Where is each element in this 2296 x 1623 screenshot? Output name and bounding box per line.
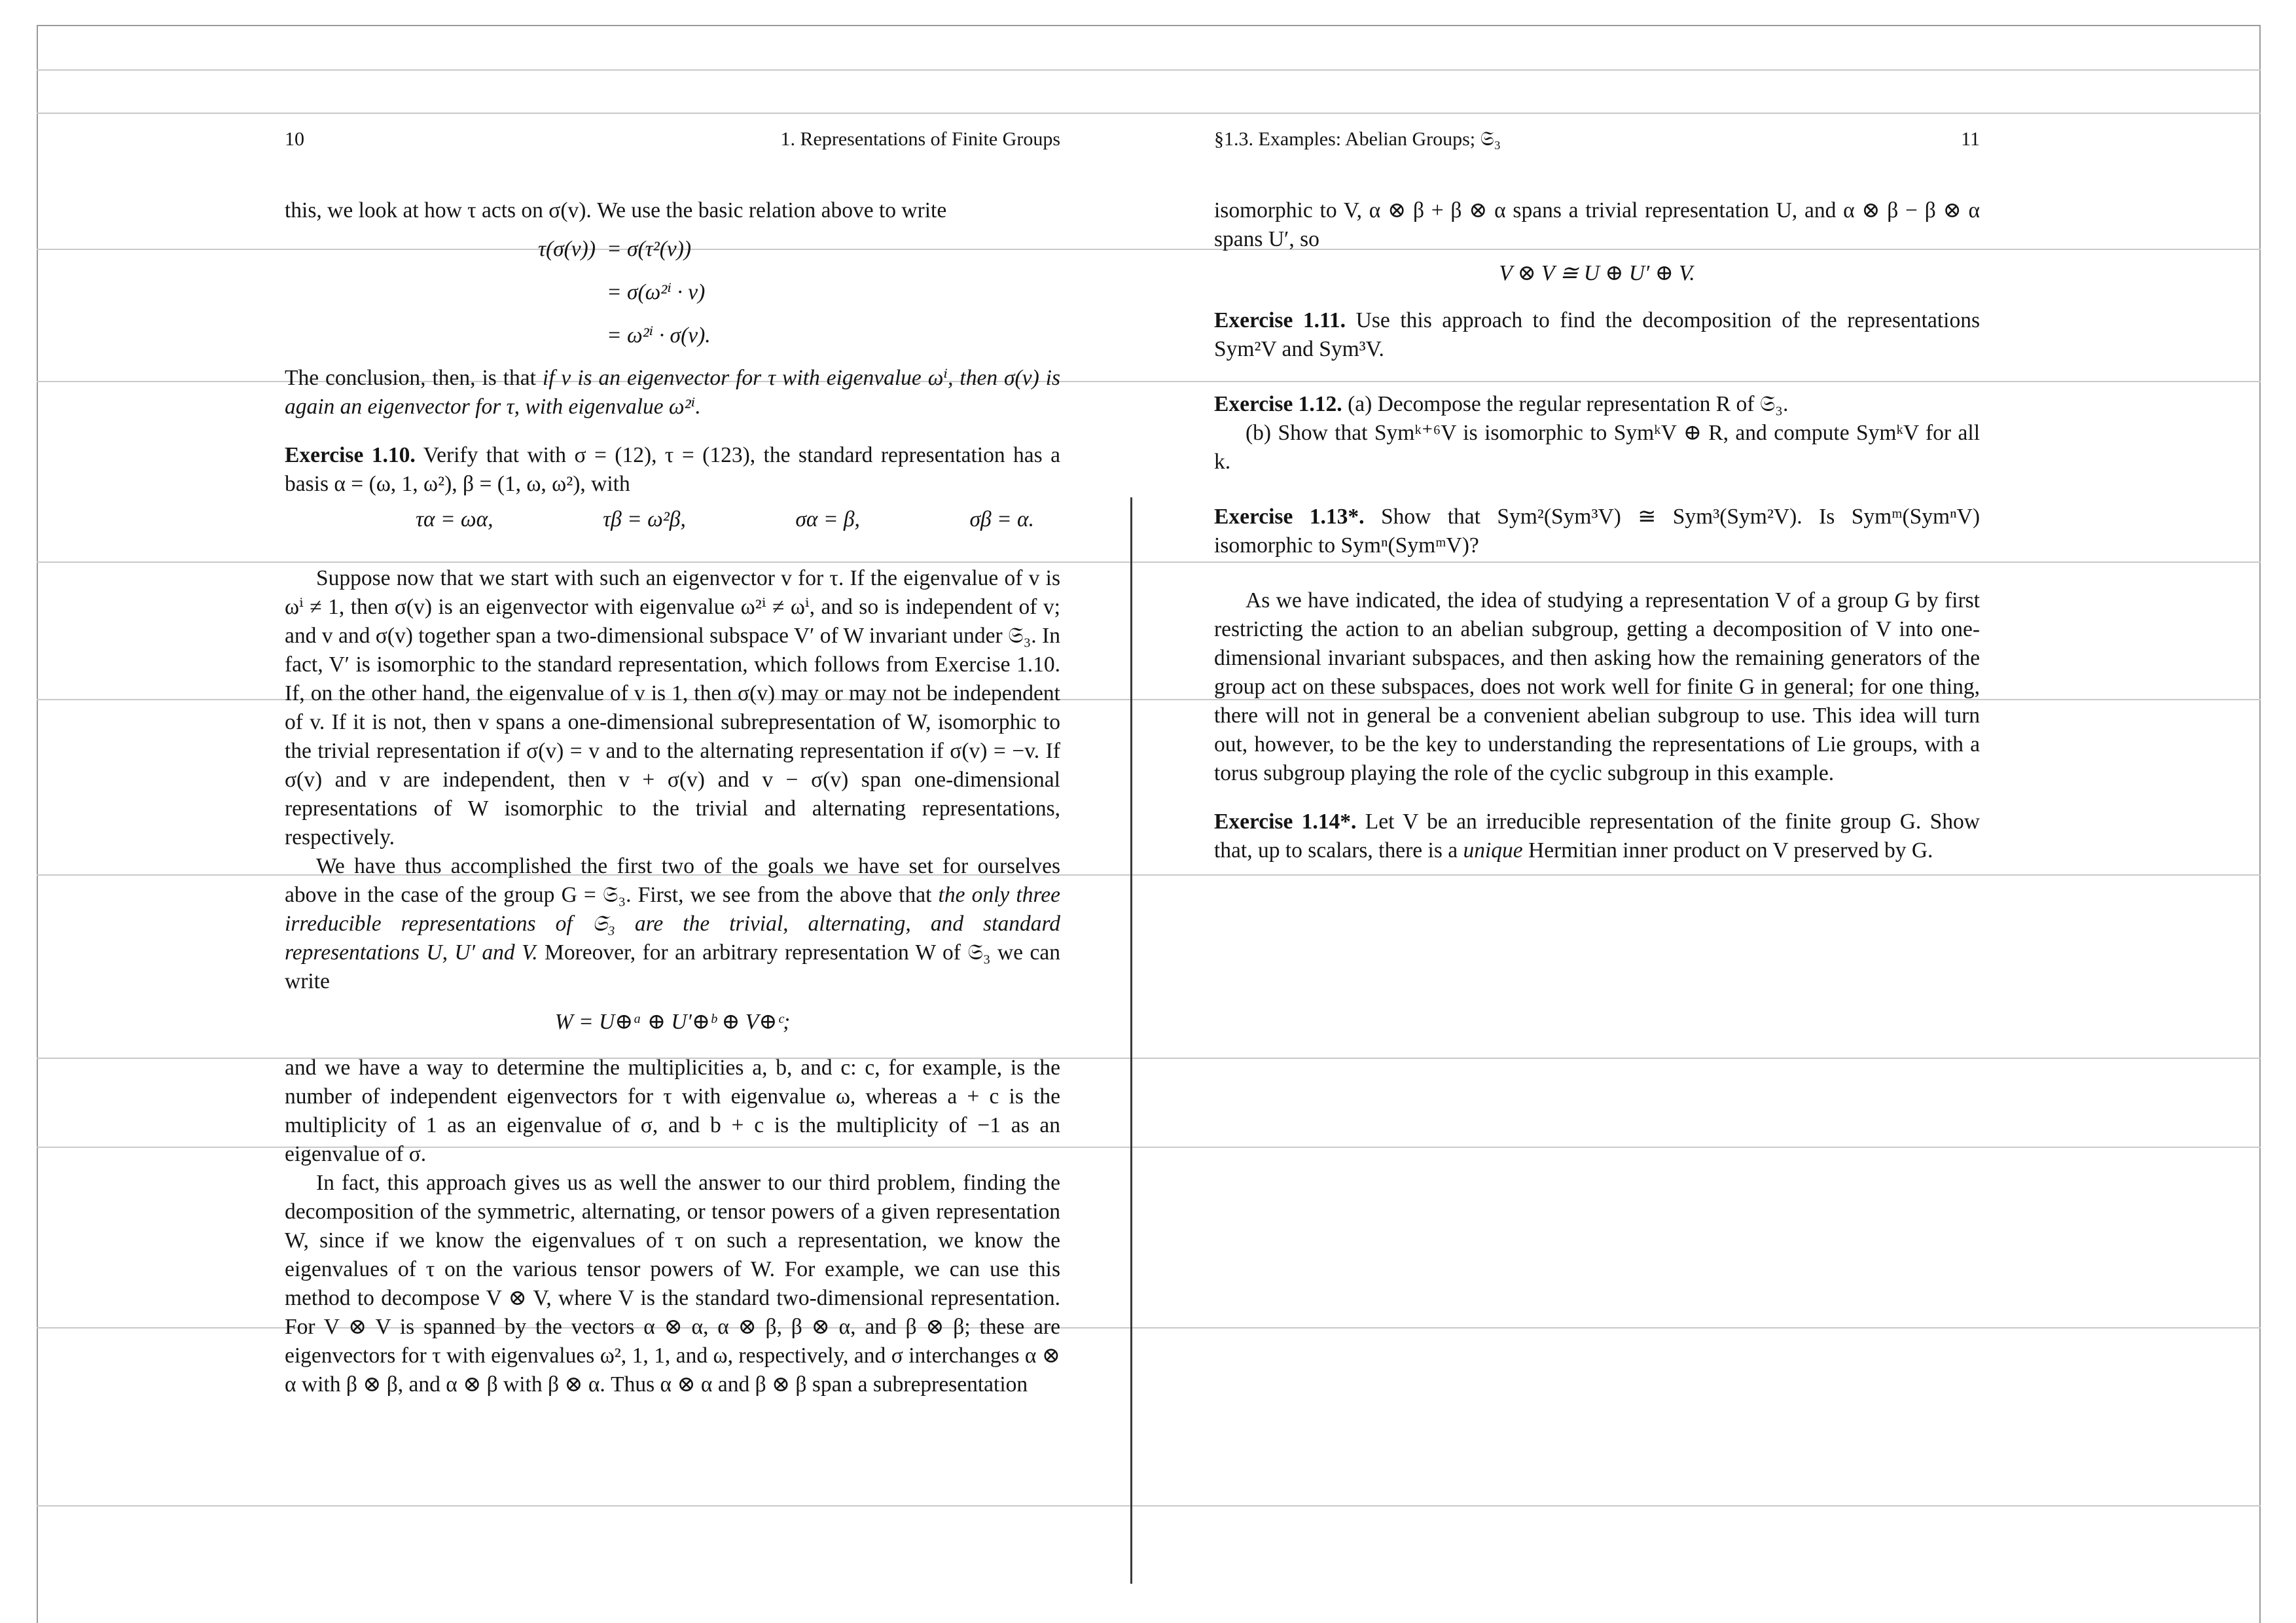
- intro-line: this, we look at how τ acts on σ(v). We use the basic relation above to write: [285, 198, 947, 223]
- running-head: [1214, 128, 1980, 158]
- aligned-equation: [285, 228, 1060, 357]
- eq-lhs: τ(σ(v)): [537, 237, 596, 261]
- chapter-title: 1. Representations of Finite Groups: [780, 128, 1060, 150]
- exercise-1-10-equations: τα = ωα, τβ = ω²β, σα = β, σβ = α.: [416, 507, 1034, 531]
- exercise-1-12-b: (b) Show that Symᵏ⁺⁶V is isomorphic to SymᵏV ⊕ R, and compute SymᵏV for all k.: [1214, 421, 1980, 474]
- page-number: 11: [1961, 128, 1980, 150]
- exercise-1-12: Exercise 1.12. (a) Decompose the regular representation R of 𝔖₃.: [1214, 392, 1789, 416]
- conclusion: The conclusion, then, is that if v is an eigenvector for τ with eigenvalue ωⁱ, then σ(v) is again an eigenvector for τ, with eigenvalue ω²ⁱ.: [285, 366, 1060, 419]
- running-head: [285, 128, 1060, 158]
- exercise-1-11: Exercise 1.11. Use this approach to find the decomposition of the representations Sym²V and Sym³V.: [1214, 308, 1980, 361]
- decomposition-equation: W = U⊕ᵃ ⊕ U′⊕ᵇ ⊕ V⊕ᶜ;: [554, 1010, 791, 1034]
- page-number: 10: [285, 128, 304, 150]
- paragraph: Suppose now that we start with such an eigenvector v for τ. If the eigenvalue of v is ωⁱ ≠ 1, then σ(v) is an eigenvector with eigenvalue ω²ⁱ ≠ ωⁱ, and so is independent of v; and v and σ(v) together span a two-dimensional subspace V′ of W invariant under 𝔖₃. In fact, V′ is isomorphic to the standard representation, which follows from Exercise 1.10. If, on the other hand, the eigenvalue of v is 1, then σ(v) may or may not be independent of v. If it is not, then v spans a one-dimensional subrepresentation of W, isomorphic to the trivial representation if σ(v) = v and to the alternating representation if σ(v) = −v. If σ(v) and v are independent, then v + σ(v) and v − σ(v) span one-dimensional representations of W isomorphic to the trivial and alternating representations, respectively.: [285, 566, 1060, 849]
- right-body: [1214, 196, 1980, 865]
- section-title: §1.3. Examples: Abelian Groups; 𝔖₃: [1214, 128, 1501, 150]
- paragraph: As we have indicated, the idea of studying a representation V of a group G by first restricting the action to an abelian subgroup, getting a decomposition of V into one-dimensional invariant subspaces, and then asking how the remaining generators of the group act on these subspaces, does not work well for finite G in general; for one thing, there will not in general be a convenient abelian subgroup to use. This idea will turn out, however, to be the key to understanding the representations of Lie groups, with a torus subgroup playing the role of the cyclic subgroup in this example.: [1214, 588, 1980, 785]
- paragraph: We have thus accomplished the first two of the goals we have set for ourselves above in the case of the group G = 𝔖₃. First, we see from the above that the only three irreducible representations of 𝔖₃ are the trivial, alternating, and standard representations U, U′ and V. Moreover, for an arbitrary representation W of 𝔖₃ we can write: [285, 854, 1060, 993]
- exercise-1-14: Exercise 1.14*. Let V be an irreducible representation of the finite group G. Show that, up to scalars, there is a unique Hermitian inner product on V preserved by G.: [1214, 810, 1980, 863]
- left-body: [285, 196, 1060, 1399]
- eq-rhs: = σ(ω²ⁱ · v): [607, 280, 706, 304]
- continued-paragraph: isomorphic to V, α ⊗ β + β ⊗ α spans a trivial representation U, and α ⊗ β − β ⊗ α spans U′, so: [1214, 198, 1980, 251]
- eq-rhs: = σ(τ²(v)): [607, 237, 692, 261]
- exercise-1-10: Exercise 1.10. Verify that with σ = (12), τ = (123), the standard representation has a basis α = (ω, 1, ω²), β = (1, ω, ω²), with: [285, 443, 1061, 496]
- paragraph: and we have a way to determine the multiplicities a, b, and c: c, for example, is the number of independent eigenvectors for τ with eigenvalue ω, whereas a + c is the multiplicity of 1 as an eigenvalue of σ, and b + c is the multiplicity of −1 as an eigenvalue of σ.: [285, 1056, 1060, 1166]
- paragraph: In fact, this approach gives us as well the answer to our third problem, finding the decomposition of the symmetric, alternating, or tensor powers of a given representation W, since if we know the eigenvalues of τ on such a representation, we know the eigenvalues of τ on the various tensor powers of W. For example, we can use this method to decompose V ⊗ V, where V is the standard two-dimensional representation. For V ⊗ V is spanned by the vectors α ⊗ α, α ⊗ β, β ⊗ α, and β ⊗ β; these are eigenvectors for τ with eigenvalues ω², 1, 1, and ω, respectively, and σ interchanges α ⊗ α with β ⊗ β, and α ⊗ β with β ⊗ α. Thus α ⊗ α and β ⊗ β span a subrepresentation: [285, 1171, 1060, 1397]
- book-gutter: [1130, 497, 1132, 1584]
- right-page: [1214, 0, 1980, 1623]
- exercise-1-13: Exercise 1.13*. Show that Sym²(Sym³V) ≅ Sym³(Sym²V). Is Symᵐ(SymⁿV) isomorphic to Symⁿ(SymᵐV)?: [1214, 505, 1980, 558]
- left-page: [285, 0, 1060, 1623]
- tensor-equation: V ⊗ V ≅ U ⊕ U′ ⊕ V.: [1499, 261, 1695, 285]
- eq-rhs: = ω²ⁱ · σ(v).: [607, 323, 711, 348]
